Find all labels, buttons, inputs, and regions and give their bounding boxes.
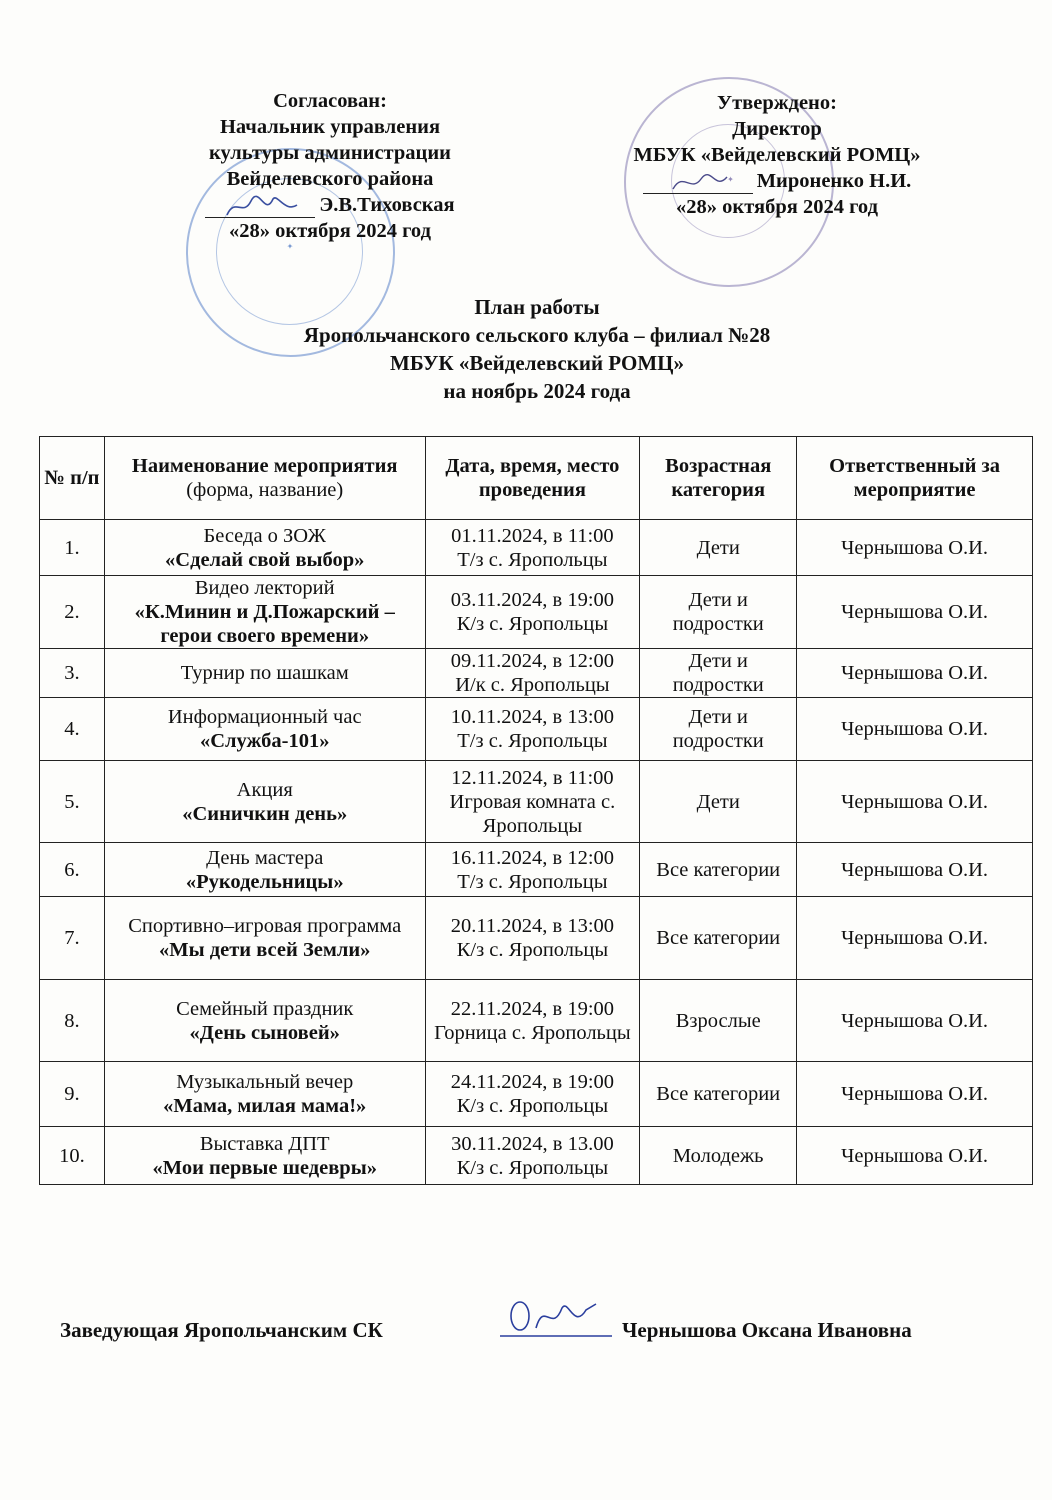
event-title: «День сыновей» bbox=[189, 1021, 340, 1044]
event-datetime: 22.11.2024, в 19:00 bbox=[450, 997, 615, 1020]
event-datetime: 09.11.2024, в 12:00 bbox=[450, 650, 615, 672]
row-number: 10. bbox=[40, 1127, 105, 1185]
event-place: Горница с. Яропольцы bbox=[434, 1021, 631, 1044]
stamp-text: ✦ bbox=[286, 242, 295, 251]
table-row bbox=[40, 520, 1033, 576]
title-line: МБУК «Вейделевский РОМЦ» bbox=[390, 351, 684, 375]
event-age-category: Дети и подростки bbox=[640, 698, 797, 761]
event-responsible: Чернышова О.И. bbox=[797, 761, 1033, 843]
event-age-category: Дети и подростки bbox=[640, 576, 797, 649]
event-date-place bbox=[425, 1127, 640, 1185]
manager-name: Чернышова Оксана Ивановна bbox=[622, 1318, 912, 1342]
event-date-place bbox=[425, 1062, 640, 1127]
event-age-category: Взрослые bbox=[640, 980, 797, 1062]
event-form: Акция bbox=[236, 778, 293, 801]
event-form: Семейный праздник bbox=[176, 997, 354, 1020]
header-date-place: Дата, время, место проведения bbox=[425, 437, 640, 520]
approval-date: «28» октября 2024 год bbox=[676, 196, 878, 218]
approval-label: Согласован: bbox=[273, 90, 387, 112]
approval-signature-row bbox=[165, 192, 495, 218]
row-number: 7. bbox=[40, 897, 105, 980]
event-name bbox=[104, 761, 425, 843]
row-number: 4. bbox=[40, 698, 105, 761]
event-place: Т/з с. Яропольцы bbox=[457, 870, 608, 893]
table-row bbox=[40, 1062, 1033, 1127]
event-date-place bbox=[425, 649, 640, 698]
event-datetime: 30.11.2024, в 13.00 bbox=[451, 1132, 614, 1155]
approval-signature-row bbox=[592, 168, 962, 194]
header-event-name bbox=[104, 437, 425, 520]
event-name bbox=[104, 980, 425, 1062]
event-date-place bbox=[425, 843, 640, 897]
approval-date: «28» октября 2024 год bbox=[229, 220, 431, 242]
approval-position: Вейделевского района bbox=[226, 168, 434, 190]
event-place: К/з с. Яропольцы bbox=[456, 1156, 609, 1179]
signature-image bbox=[643, 175, 753, 194]
event-name bbox=[104, 897, 425, 980]
event-form: Информационный час bbox=[167, 706, 362, 728]
event-place: К/з с. Яропольцы bbox=[456, 939, 609, 961]
event-name bbox=[104, 520, 425, 576]
event-datetime: 01.11.2024, в 11:00 bbox=[451, 524, 614, 547]
header-responsible: Ответственный за мероприятие bbox=[797, 437, 1033, 520]
event-age-category: Все категории bbox=[640, 843, 797, 897]
event-responsible: Чернышова О.И. bbox=[797, 1127, 1033, 1185]
event-title: «Рукодельницы» bbox=[185, 870, 344, 893]
table-row bbox=[40, 698, 1033, 761]
event-age-category: Все категории bbox=[640, 897, 797, 980]
event-age-category: Дети и подростки bbox=[640, 649, 797, 698]
event-place: Игровая комната с. Яропольцы bbox=[449, 790, 616, 837]
event-datetime: 12.11.2024, в 11:00 bbox=[451, 766, 614, 789]
approval-label: Утверждено: bbox=[717, 92, 837, 114]
row-number: 9. bbox=[40, 1062, 105, 1127]
event-place: К/з с. Яропольцы bbox=[456, 1095, 609, 1117]
event-title: «Сделай свой выбор» bbox=[165, 548, 365, 571]
approval-signatory: Мироненко Н.И. bbox=[756, 170, 912, 192]
event-responsible: Чернышова О.И. bbox=[797, 649, 1033, 698]
event-age-category: Дети bbox=[640, 520, 797, 576]
event-responsible: Чернышова О.И. bbox=[797, 843, 1033, 897]
event-responsible: Чернышова О.И. bbox=[797, 576, 1033, 649]
title-line: План работы bbox=[474, 295, 600, 319]
event-responsible: Чернышова О.И. bbox=[797, 897, 1033, 980]
event-datetime: 24.11.2024, в 19:00 bbox=[450, 1071, 615, 1093]
event-form: Беседа о ЗОЖ bbox=[203, 524, 326, 547]
event-form: Турнир по шашкам bbox=[180, 662, 349, 684]
event-datetime: 03.11.2024, в 19:00 bbox=[450, 589, 615, 611]
event-date-place bbox=[425, 980, 640, 1062]
event-responsible: Чернышова О.И. bbox=[797, 1062, 1033, 1127]
event-date-place bbox=[425, 698, 640, 761]
event-age-category: Дети bbox=[640, 761, 797, 843]
row-number: 2. bbox=[40, 576, 105, 649]
approval-block-right bbox=[592, 90, 962, 220]
event-name bbox=[104, 1127, 425, 1185]
document-title bbox=[0, 293, 1052, 405]
table-row bbox=[40, 843, 1033, 897]
row-number: 5. bbox=[40, 761, 105, 843]
event-date-place bbox=[425, 520, 640, 576]
event-age-category: Молодежь bbox=[640, 1127, 797, 1185]
event-title: «К.Минин и Д.Пожарский – герои своего времени» bbox=[134, 601, 395, 647]
manager-signature-image bbox=[500, 1294, 620, 1350]
event-name bbox=[104, 576, 425, 649]
events-table-body bbox=[40, 520, 1033, 1185]
approval-position: МБУК «Вейделевский РОМЦ» bbox=[633, 144, 921, 166]
table-row bbox=[40, 761, 1033, 843]
event-datetime: 16.11.2024, в 12:00 bbox=[450, 846, 615, 869]
table-row bbox=[40, 897, 1033, 980]
event-date-place bbox=[425, 576, 640, 649]
approval-position: Начальник управления bbox=[219, 116, 441, 138]
event-responsible: Чернышова О.И. bbox=[797, 980, 1033, 1062]
table-header-row bbox=[40, 437, 1033, 520]
title-line: на ноябрь 2024 года bbox=[443, 379, 631, 403]
event-form: День мастера bbox=[206, 846, 324, 869]
table-row bbox=[40, 980, 1033, 1062]
approval-block-left bbox=[165, 88, 495, 244]
event-form: Видео лекторий bbox=[194, 577, 335, 599]
event-place: К/з с. Яропольцы bbox=[456, 613, 609, 635]
event-place: Т/з с. Яропольцы bbox=[457, 730, 608, 752]
event-place: И/к с. Яропольцы bbox=[455, 674, 610, 696]
event-form: Выставка ДПТ bbox=[199, 1132, 330, 1155]
event-form: Музыкальный вечер bbox=[176, 1071, 354, 1093]
event-age-category: Все категории bbox=[640, 1062, 797, 1127]
table-row bbox=[40, 649, 1033, 698]
header-age-category: Возрастная категория bbox=[640, 437, 797, 520]
signature-image bbox=[205, 199, 315, 218]
row-number: 3. bbox=[40, 649, 105, 698]
approval-position: культуры администрации bbox=[209, 142, 451, 164]
event-title: «Мы дети всей Земли» bbox=[159, 939, 371, 961]
title-line: Яропольчанского сельского клуба – филиал №28 bbox=[303, 323, 771, 347]
event-title: «Синичкин день» bbox=[182, 802, 348, 825]
header-event-name-sub: (форма, название) bbox=[186, 479, 344, 501]
event-name bbox=[104, 649, 425, 698]
event-datetime: 10.11.2024, в 13:00 bbox=[450, 706, 615, 728]
stamp-text: ✦ bbox=[727, 175, 735, 184]
event-form: Спортивно–игровая программа bbox=[128, 915, 402, 937]
event-title: «Служба-101» bbox=[199, 730, 330, 752]
event-name bbox=[104, 1062, 425, 1127]
row-number: 6. bbox=[40, 843, 105, 897]
event-responsible: Чернышова О.И. bbox=[797, 698, 1033, 761]
event-title: «Мои первые шедевры» bbox=[152, 1156, 377, 1179]
row-number: 8. bbox=[40, 980, 105, 1062]
event-date-place bbox=[425, 897, 640, 980]
event-place: Т/з с. Яропольцы bbox=[457, 548, 608, 571]
header-event-name-main: Наименование мероприятия bbox=[131, 455, 398, 477]
event-datetime: 20.11.2024, в 13:00 bbox=[450, 915, 615, 937]
event-date-place bbox=[425, 761, 640, 843]
event-responsible: Чернышова О.И. bbox=[797, 520, 1033, 576]
table-row bbox=[40, 576, 1033, 649]
events-table bbox=[39, 436, 1033, 1185]
event-title: «Мама, милая мама!» bbox=[163, 1095, 367, 1117]
event-name bbox=[104, 698, 425, 761]
row-number: 1. bbox=[40, 520, 105, 576]
table-row bbox=[40, 1127, 1033, 1185]
approval-signatory: Э.В.Тиховская bbox=[319, 194, 455, 216]
manager-role: Заведующая Яропольчанским СК bbox=[60, 1318, 383, 1342]
event-name bbox=[104, 843, 425, 897]
header-number: № п/п bbox=[40, 437, 105, 520]
approval-position: Директор bbox=[732, 118, 822, 140]
